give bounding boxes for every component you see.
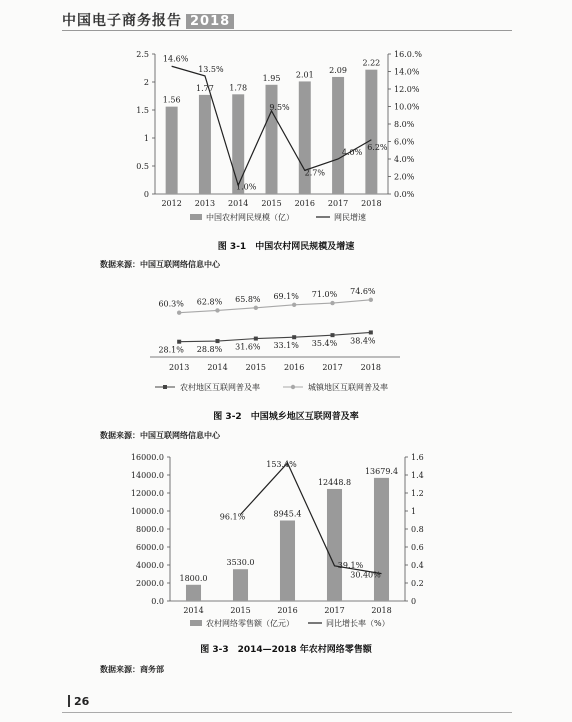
x-tick-label: 2014 (207, 363, 228, 372)
legend-swatch-bar (190, 620, 202, 626)
legend-label-bar: 中国农村网民规模（亿） (206, 213, 294, 222)
bar (365, 70, 377, 194)
legend-swatch-bar (190, 214, 202, 220)
point-label: 60.3% (158, 299, 184, 309)
y-tick-label-left: 8000.0 (136, 525, 164, 534)
y-tick-label-left: 0.5 (136, 162, 149, 171)
y-tick-label-right: 0.0% (394, 190, 415, 199)
urban-point (330, 301, 334, 305)
y-tick-label-right: 0.2 (411, 579, 424, 588)
line-label: 153.4% (266, 459, 297, 469)
urban-point (369, 298, 373, 302)
line-label: 9.5% (269, 102, 290, 112)
report-year: 2018 (186, 14, 234, 29)
growth-line (241, 463, 382, 574)
bar-label: 2.09 (329, 65, 347, 75)
rural-point (177, 340, 181, 344)
bar (280, 520, 295, 601)
bar (233, 569, 248, 601)
bar-label: 1.77 (196, 83, 214, 93)
y-tick-label-left: 16000.0 (130, 453, 164, 462)
urban-point (254, 306, 258, 310)
legend-label-bar: 农村网络零售额（亿元） (206, 619, 294, 628)
y-tick-label-left: 4000.0 (136, 561, 164, 570)
footer-rule (62, 712, 512, 713)
rural-point (216, 339, 220, 343)
bar-label: 1.95 (262, 73, 281, 83)
x-tick-label: 2013 (168, 363, 190, 372)
rural-point (292, 335, 296, 339)
report-title: 中国电子商务报告 (62, 13, 182, 29)
caption-figure-3-2: 图 3-2 中国城乡地区互联网普及率 (213, 412, 359, 422)
y-tick-label-left: 1.5 (136, 106, 149, 115)
point-label: 28.8% (196, 345, 223, 355)
point-label: 28.1% (158, 345, 184, 355)
bar-label: 2.22 (362, 58, 381, 68)
y-tick-label-right: 1.2 (411, 489, 424, 498)
y-tick-label-right: 10.0% (394, 102, 420, 112)
y-tick-label-right: 0.8 (411, 525, 424, 534)
line-label: 14.6% (162, 54, 189, 64)
bar-label: 1.56 (162, 95, 181, 105)
x-tick-label: 2018 (360, 363, 382, 372)
y-tick-label-right: 0.6 (411, 543, 424, 552)
y-tick-label-right: 1 (411, 507, 417, 516)
bar (166, 107, 178, 194)
y-tick-label-right: 0.4 (411, 561, 424, 570)
line-label: 4.0% (341, 148, 363, 157)
point-label: 62.8% (196, 297, 223, 307)
rural-point (254, 337, 258, 341)
y-tick-label-left: 0.0 (151, 597, 164, 606)
bar (266, 85, 278, 194)
y-tick-label-right: 1.6 (411, 453, 424, 462)
y-tick-label-right: 14.0% (394, 67, 420, 77)
y-tick-label-right: 2.0% (394, 172, 415, 182)
page-footer (68, 695, 89, 708)
rural-point (369, 330, 373, 334)
y-tick-label-left: 2000.0 (136, 579, 164, 588)
y-tick-label-left: 2.5 (136, 50, 149, 59)
x-tick-label: 2017 (322, 363, 343, 372)
y-tick-label-right: 12.0% (394, 85, 420, 94)
legend-marker-rural (163, 385, 167, 389)
y-tick-label-left: 1 (143, 134, 149, 143)
x-tick-label: 2015 (245, 363, 267, 372)
rural-point (331, 333, 335, 337)
bar (186, 585, 201, 601)
line-label: 13.5% (198, 64, 224, 74)
x-tick-label: 2014 (228, 199, 249, 208)
line-label: 39.1% (337, 560, 364, 570)
bar-label: 12448.8 (317, 477, 352, 487)
caption-figure-3-1: 图 3-1 中国农村网民规模及增速 (217, 242, 355, 252)
y-tick-label-right: 6.0% (394, 137, 415, 147)
legend-label-rural: 农村地区互联网普及率 (180, 383, 260, 392)
x-tick-label: 2014 (183, 606, 204, 615)
x-tick-label: 2016 (294, 199, 315, 208)
y-tick-label-left: 12000.0 (130, 489, 164, 498)
point-label: 65.8% (235, 294, 261, 304)
y-tick-label-right: 8.0% (394, 120, 415, 129)
chart-internet-penetration (0, 275, 572, 405)
point-label: 74.6% (350, 286, 376, 296)
x-tick-label: 2012 (161, 199, 182, 208)
bar-label: 2.01 (295, 70, 314, 80)
x-tick-label: 2013 (194, 199, 216, 208)
legend-marker-urban (291, 385, 295, 389)
line-label: 1.0% (236, 182, 257, 192)
x-tick-label: 2018 (361, 199, 382, 208)
x-tick-label: 2017 (327, 199, 349, 208)
bar (199, 95, 211, 194)
x-tick-label: 2016 (277, 606, 298, 615)
y-tick-label-right: 16.0.% (394, 50, 422, 59)
x-tick-label: 2015 (261, 199, 282, 208)
line-label: 96.1% (219, 512, 246, 522)
y-tick-label-left: 10000.0 (130, 507, 164, 516)
bar-label: 1800.0 (179, 573, 208, 583)
source-figure-3-1: 数据来源：中国互联网络信息中心 (100, 260, 220, 269)
urban-point (177, 311, 181, 315)
y-tick-label-left: 14000.0 (130, 471, 164, 480)
header-rule (62, 30, 512, 31)
source-figure-3-2: 数据来源：中国互联网络信息中心 (100, 431, 220, 440)
urban-point (215, 308, 219, 312)
y-tick-label-left: 2 (143, 78, 149, 87)
bar (232, 94, 244, 194)
bar (374, 478, 389, 601)
point-label: 71.0% (311, 290, 338, 300)
page-number: 26 (74, 695, 90, 708)
line-label: 6.2% (367, 142, 388, 152)
point-label: 69.1% (273, 291, 299, 301)
bar-label: 8945.4 (273, 509, 302, 519)
chart-rural-online-retail (0, 445, 572, 645)
x-tick-label: 2015 (230, 606, 251, 615)
urban-point (292, 303, 296, 307)
point-label: 38.4% (350, 336, 376, 346)
y-tick-label-right: 4.0% (394, 155, 415, 164)
point-label: 35.4% (311, 339, 338, 349)
y-tick-label-left: 0 (143, 190, 149, 199)
x-tick-label: 2016 (283, 363, 305, 372)
x-tick-label: 2017 (324, 606, 345, 615)
report-header (62, 10, 234, 30)
bar (332, 77, 344, 194)
line-label: 30.40% (350, 570, 381, 580)
bar-label: 13679.4 (364, 466, 399, 476)
footer-bar (68, 695, 70, 707)
bar-label: 1.78 (229, 83, 248, 93)
y-tick-label-right: 0 (411, 597, 417, 606)
x-tick-label: 2018 (371, 606, 392, 615)
point-label: 31.6% (235, 342, 261, 352)
legend-label-line: 网民增速 (334, 213, 366, 222)
source-figure-3-3: 数据来源：商务部 (100, 665, 164, 674)
line-label: 2.7% (304, 168, 325, 178)
legend-label-urban: 城镇地区互联网普及率 (308, 383, 388, 392)
y-tick-label-left: 6000.0 (136, 543, 164, 552)
y-tick-label-right: 1.4 (411, 471, 424, 480)
legend-label-line: 同比增长率（%） (326, 619, 390, 628)
bar (327, 489, 342, 601)
caption-figure-3-3: 图 3-3 2014—2018 年农村网络零售额 (200, 645, 372, 655)
point-label: 33.1% (273, 341, 299, 351)
bar-label: 3530.0 (226, 558, 255, 568)
